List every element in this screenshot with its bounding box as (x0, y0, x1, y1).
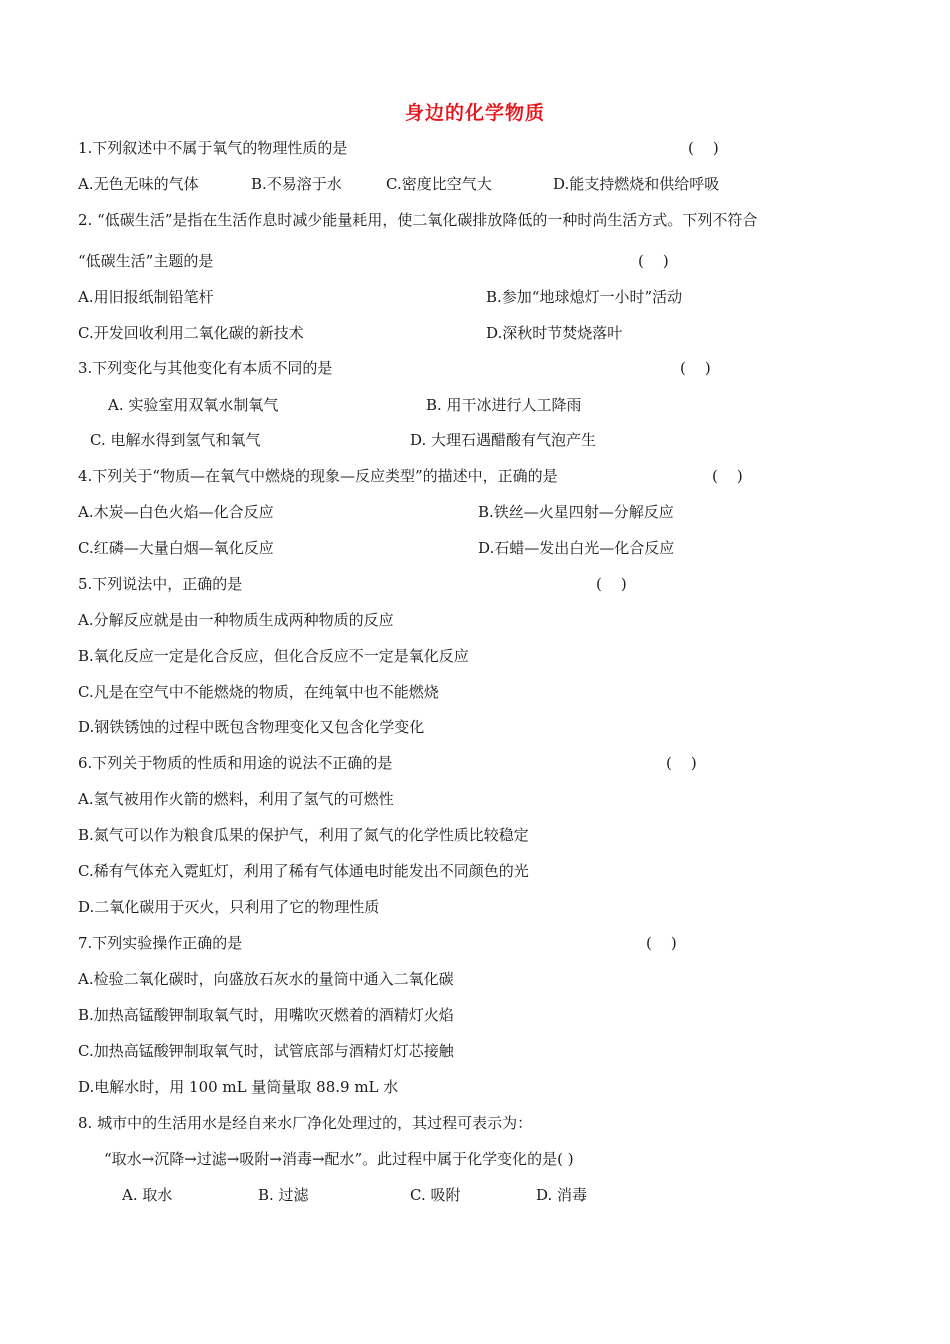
question-6-stem: 6.下列关于物质的性质和用途的说法不正确的是 (78, 754, 393, 772)
question-4-stem: 4.下列关于“物质—在氧气中燃烧的现象—反应类型”的描述中，正确的是 (78, 467, 558, 485)
question-3-option-d: D. 大理石遇醋酸有气泡产生 (410, 431, 597, 449)
question-2-option-c: C.开发回收利用二氧化碳的新技术 (78, 324, 304, 342)
question-6-answer-blank: ( ) (666, 754, 697, 772)
question-7-answer-blank: ( ) (646, 934, 677, 952)
question-4-answer-blank: ( ) (712, 467, 743, 485)
question-2-answer-blank: ( ) (638, 252, 669, 270)
question-5-option-a: A.分解反应就是由一种物质生成两种物质的反应 (78, 611, 394, 629)
question-1-option-c: C.密度比空气大 (386, 175, 492, 193)
question-1-option-d: D.能支持燃烧和供给呼吸 (553, 175, 720, 193)
question-8-stem: 8. 城市中的生活用水是经自来水厂净化处理过的，其过程可表示为： (78, 1114, 533, 1132)
question-6-option-a: A.氢气被用作火箭的燃料，利用了氢气的可燃性 (78, 790, 394, 808)
question-2-option-b: B.参加“地球熄灯一小时”活动 (486, 288, 683, 306)
question-2-stem-continued: “低碳生活”主题的是 (78, 252, 214, 270)
question-1-stem: 1.下列叙述中不属于氧气的物理性质的是 (78, 139, 348, 157)
question-3-stem: 3.下列变化与其他变化有本质不同的是 (78, 359, 333, 377)
question-3-option-a: A. 实验室用双氧水制氧气 (108, 396, 279, 414)
question-3-answer-blank: ( ) (680, 359, 711, 377)
question-7-option-b: B.加热高锰酸钾制取氧气时，用嘴吹灭燃着的酒精灯火焰 (78, 1006, 454, 1024)
question-6-option-c: C.稀有气体充入霓虹灯，利用了稀有气体通电时能发出不同颜色的光 (78, 862, 529, 880)
question-8-option-b: B. 过滤 (258, 1186, 309, 1204)
question-1-answer-blank: ( ) (688, 139, 719, 157)
question-3-option-c: C. 电解水得到氢气和氧气 (90, 431, 261, 449)
question-6-option-b: B.氮气可以作为粮食瓜果的保护气，利用了氮气的化学性质比较稳定 (78, 826, 529, 844)
question-7-option-d: D.电解水时，用 100 mL 量筒量取 88.9 mL 水 (78, 1078, 399, 1096)
question-5-option-d: D.钢铁锈蚀的过程中既包含物理变化又包含化学变化 (78, 718, 425, 736)
question-5-option-b: B.氧化反应一定是化合反应，但化合反应不一定是氧化反应 (78, 647, 469, 665)
page-title: 身边的化学物质 (404, 102, 545, 124)
question-7-stem: 7.下列实验操作正确的是 (78, 934, 243, 952)
question-2-stem: 2. “低碳生活”是指在生活作息时减少能量耗用，使二氧化碳排放降低的一种时尚生活方式。下列不符合 (78, 211, 758, 229)
question-5-answer-blank: ( ) (596, 575, 627, 593)
question-2-option-a: A.用旧报纸制铅笔杆 (78, 288, 214, 306)
question-1-option-a: A.无色无味的气体 (78, 175, 199, 193)
question-8-stem-continued: “取水→沉降→过滤→吸附→消毒→配水”。此过程中属于化学变化的是( ) (104, 1150, 574, 1168)
question-5-option-c: C.凡是在空气中不能燃烧的物质，在纯氧中也不能燃烧 (78, 683, 439, 701)
question-7-option-a: A.检验二氧化碳时，向盛放石灰水的量筒中通入二氧化碳 (78, 970, 454, 988)
question-3-option-b: B. 用干冰进行人工降雨 (426, 396, 582, 414)
question-5-stem: 5.下列说法中，正确的是 (78, 575, 243, 593)
question-8-option-c: C. 吸附 (410, 1186, 461, 1204)
question-4-option-b: B.铁丝—火星四射—分解反应 (478, 503, 674, 521)
question-4-option-a: A.木炭—白色火焰—化合反应 (78, 503, 274, 521)
question-8-option-a: A. 取水 (122, 1186, 173, 1204)
question-1-option-b: B.不易溶于水 (251, 175, 342, 193)
question-4-option-c: C.红磷—大量白烟—氧化反应 (78, 539, 274, 557)
question-8-option-d: D. 消毒 (536, 1186, 588, 1204)
question-7-option-c: C.加热高锰酸钾制取氧气时，试管底部与酒精灯灯芯接触 (78, 1042, 454, 1060)
question-6-option-d: D.二氧化碳用于灭火，只利用了它的物理性质 (78, 898, 380, 916)
question-4-option-d: D.石蜡—发出白光—化合反应 (478, 539, 675, 557)
question-2-option-d: D.深秋时节焚烧落叶 (486, 324, 623, 342)
